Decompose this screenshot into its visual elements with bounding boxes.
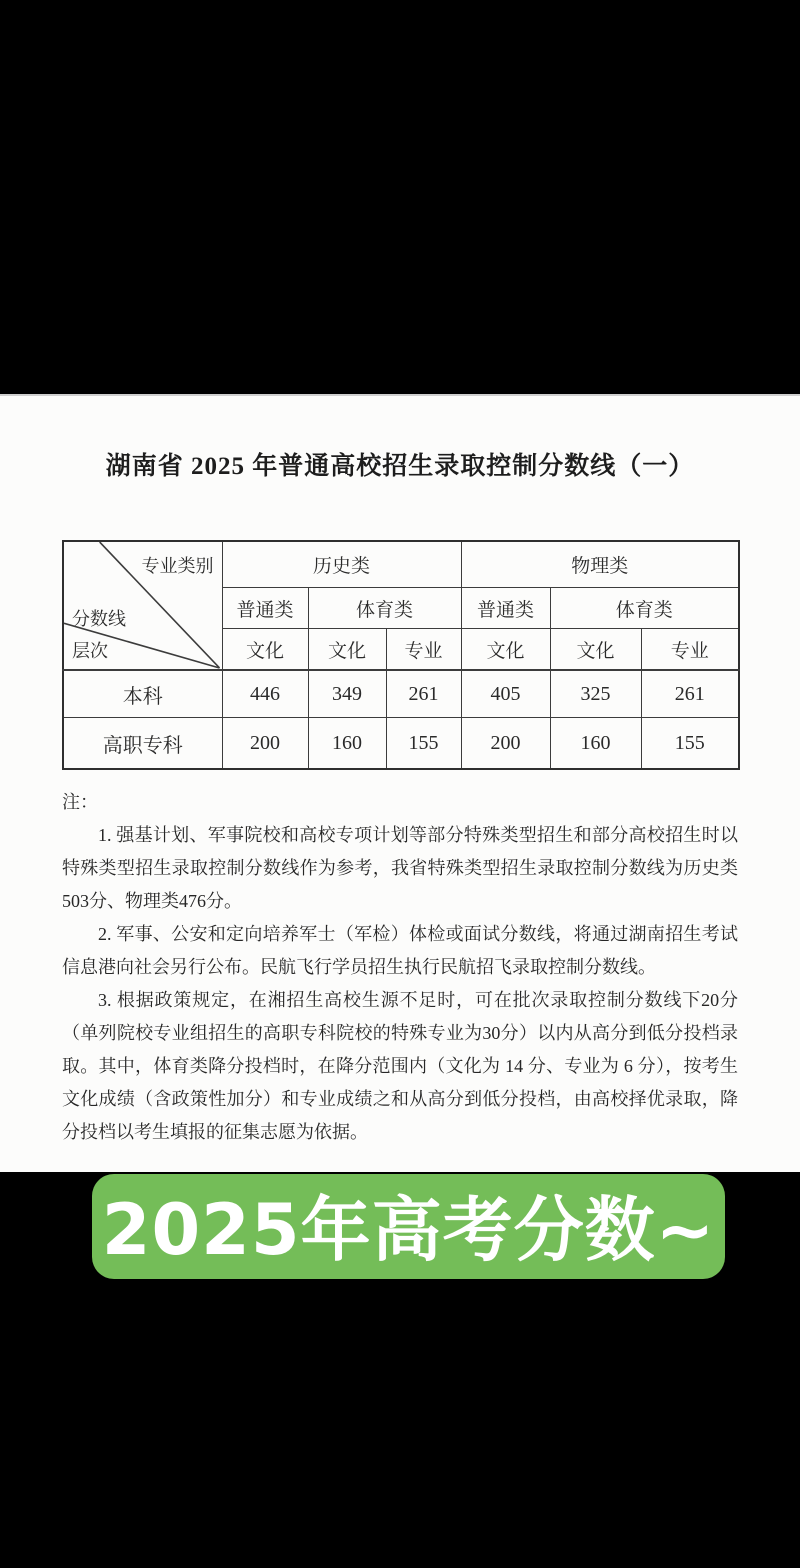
top-letterbox — [0, 0, 800, 394]
caption-banner — [92, 1174, 725, 1279]
row-label: 高职专科 — [63, 718, 222, 770]
group-header-physics: 物理类 — [461, 541, 739, 588]
score-cell: 155 — [386, 718, 461, 770]
table-row — [63, 718, 739, 770]
table-row — [63, 670, 739, 718]
score-cell: 349 — [308, 670, 386, 718]
stub-label-category: 专业类别 — [141, 556, 214, 576]
score-cell: 200 — [222, 718, 308, 770]
document-title: 湖南省 2025 年普通高校招生录取控制分数线（一） — [105, 453, 695, 480]
column-header: 文化 — [550, 629, 641, 671]
score-cell: 261 — [641, 670, 739, 718]
column-header: 文化 — [308, 629, 386, 671]
row-label: 本科 — [63, 670, 222, 718]
bottom-letterbox — [0, 1279, 800, 1568]
column-header: 文化 — [461, 629, 550, 671]
stub-label-scoreline: 分数线 — [72, 609, 126, 629]
score-cell: 261 — [386, 670, 461, 718]
score-cell: 446 — [222, 670, 308, 718]
note-item-1: 1. 强基计划、军事院校和高校专项计划等部分特殊类型招生和部分高校招生时以特殊类型招生录取控制分数线作为参考，我省特殊类型招生录取控制分数线为历史类503分、物理类476分。 — [62, 825, 738, 911]
stub-label-level: 层次 — [72, 641, 108, 661]
note-item-2: 2. 军事、公安和定向培养军士（军检）体检或面试分数线，将通过湖南招生考试信息港向社会另行公布。民航飞行学员招生执行民航招飞录取控制分数线。 — [62, 924, 738, 977]
score-cell: 200 — [461, 718, 550, 770]
subgroup-header: 普通类 — [461, 588, 550, 629]
score-cell: 160 — [550, 718, 641, 770]
caption-text: 2025年高考分数~ — [101, 1189, 716, 1271]
subgroup-header: 体育类 — [308, 588, 461, 629]
subgroup-header: 体育类 — [550, 588, 739, 629]
score-cell: 160 — [308, 718, 386, 770]
score-table — [62, 540, 740, 770]
table-header-row-groups — [63, 541, 739, 588]
group-header-history: 历史类 — [222, 541, 461, 588]
notes-label: 注： — [62, 792, 98, 812]
document-page — [0, 394, 800, 1172]
note-item-3: 3. 根据政策规定，在湘招生高校生源不足时，可在批次录取控制分数线下20分（单列院校专业组招生的高职专科院校的特殊专业为30分）以内从高分到低分投档录取。其中，体育类降分投档时，在降分范围内（文化为 14 分、专业为 6 分），按考生文化成绩（含政策性加分）和专业成绩之和从高分到低分投档，由高校择优录取，降分投档以考生填报的征集志愿为依据。 — [62, 990, 738, 1142]
notes-section — [62, 786, 738, 1149]
score-cell: 405 — [461, 670, 550, 718]
score-cell: 155 — [641, 718, 739, 770]
column-header: 专业 — [641, 629, 739, 671]
column-header: 专业 — [386, 629, 461, 671]
column-header: 文化 — [222, 629, 308, 671]
table-stub-cell — [63, 541, 222, 670]
score-cell: 325 — [550, 670, 641, 718]
subgroup-header: 普通类 — [222, 588, 308, 629]
